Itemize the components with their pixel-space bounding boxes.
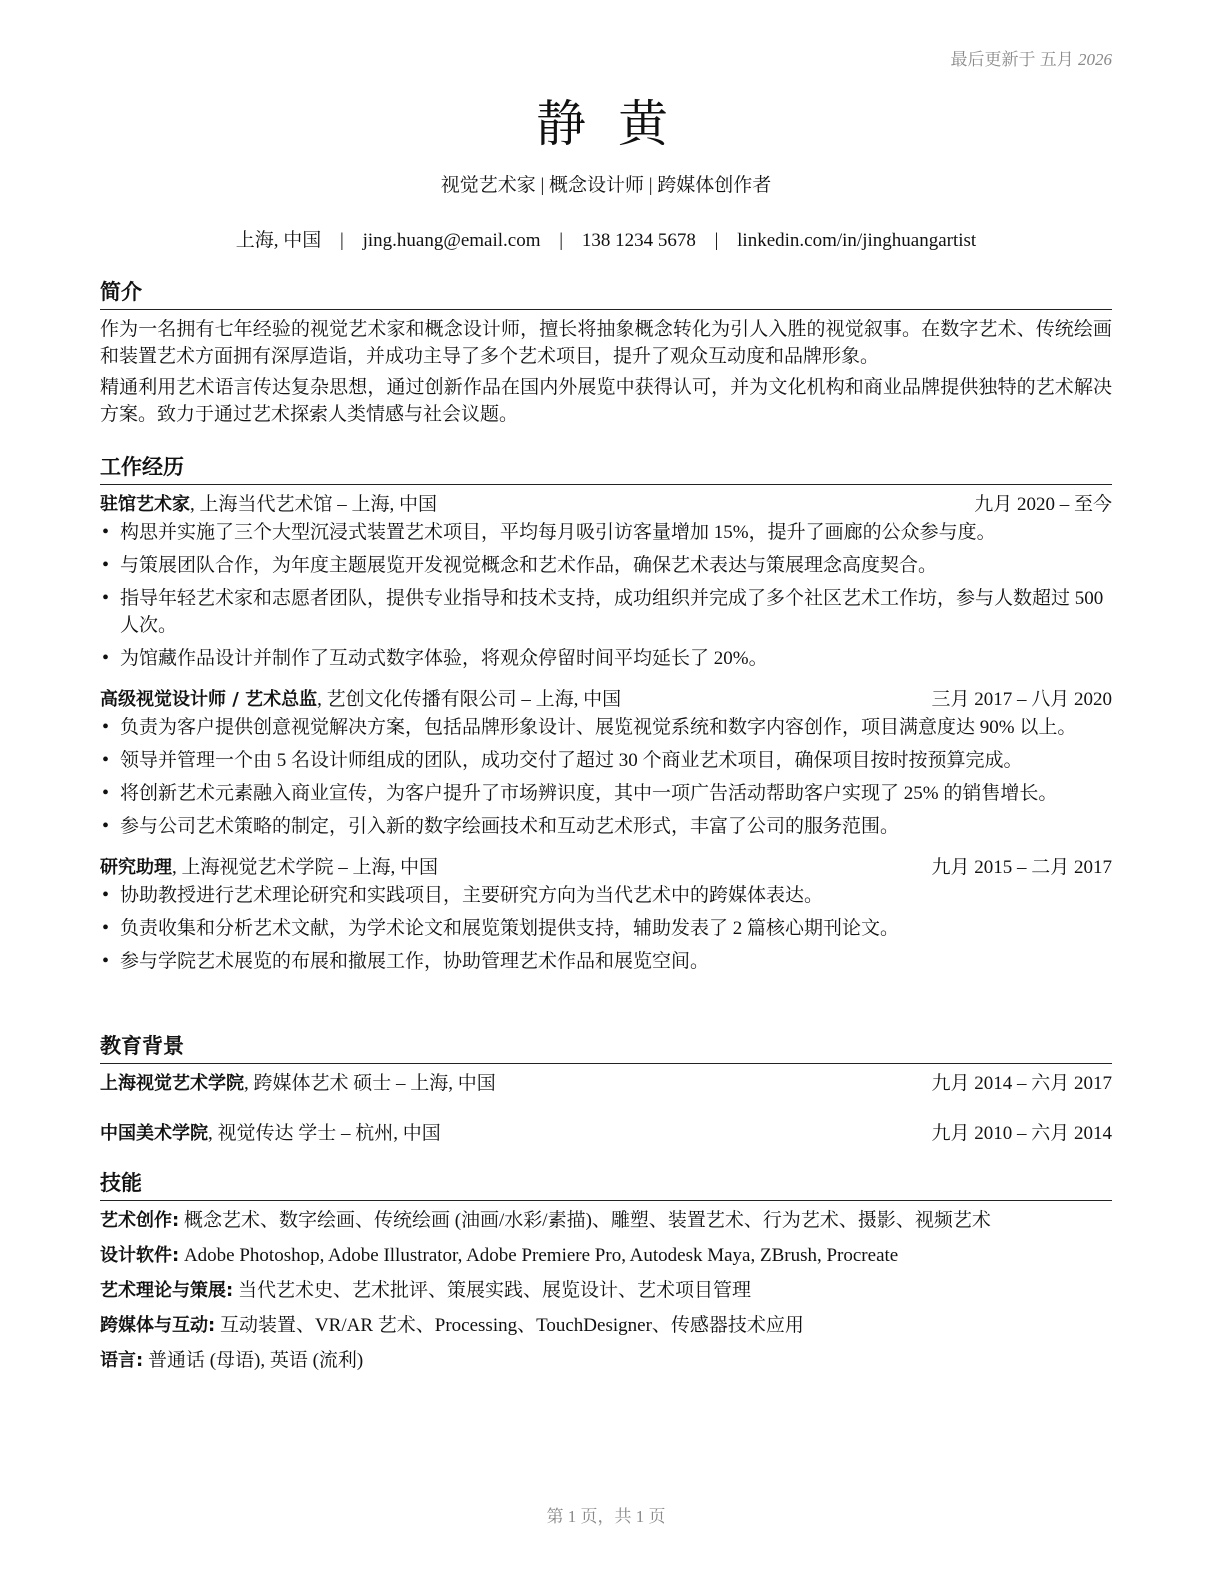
section-title-experience: 工作经历 [100,451,1112,485]
job-dates: 九月 2015 – 二月 2017 [931,857,1112,878]
skill-category: 艺术创作: [100,1210,180,1231]
summary-section [100,276,1112,432]
tagline: 视觉艺术家 | 概念设计师 | 跨媒体创作者 [440,175,772,196]
job-role: 驻馆艺术家 [100,494,190,515]
education-school: 上海视觉艺术学院 [100,1073,244,1094]
education-dates: 九月 2014 – 六月 2017 [931,1073,1112,1094]
contact-location: 上海, 中国 [235,230,322,251]
job-dates: 三月 2017 – 八月 2020 [931,689,1112,710]
job-org: , 艺创文化传播有限公司 – 上海, 中国 [317,689,622,710]
job-bullet: • 参与学院艺术展览的布展和撤展工作，协助管理艺术作品和展览空间。 [100,948,1112,975]
contact-separator: | [340,230,344,251]
job-dates: 九月 2020 – 至今 [974,494,1112,515]
contact-email-link[interactable]: jing.huang@email.com [362,230,541,251]
contact-separator: | [714,230,719,251]
person-name: 静 黄 [536,95,676,153]
contact-line [100,225,1112,252]
section-title-summary: 简介 [100,276,1112,310]
page-number: 第 1 页，共 1 页 [546,1507,666,1526]
job-bullets [100,519,1112,672]
contact-linkedin-link[interactable]: linkedin.com/in/jinghuangartist [737,230,977,251]
skill-list: 普通话 (母语), 英语 (流利) [143,1350,364,1371]
job-bullet: • 协助教授进行艺术理论研究和实践项目，主要研究方向为当代艺术中的跨媒体表达。 [100,882,1112,909]
job-bullet: • 将创新艺术元素融入商业宣传，为客户提升了市场辨识度，其中一项广告活动帮助客户实现了 25% 的销售增长。 [100,780,1112,807]
job-header [100,854,1112,882]
education-dates: 九月 2010 – 六月 2014 [931,1123,1112,1144]
job-entry [100,854,1112,975]
education-school: 中国美术学院 [100,1123,208,1144]
section-title-education: 教育背景 [100,1030,1112,1064]
education-section [100,1030,1112,1170]
job-header [100,491,1112,519]
skill-row [100,1347,1112,1374]
job-bullet: • 领导并管理一个由 5 名设计师组成的团队，成功交付了超过 30 个商业艺术项目，确保项目按时按预算完成。 [100,747,1112,774]
skill-list: Adobe Photoshop, Adobe Illustrator, Adobe Premiere Pro, Autodesk Maya, ZBrush, Procreate [179,1245,899,1266]
contact-phone[interactable]: 138 1234 5678 [581,230,696,251]
skill-category: 语言: [100,1350,144,1371]
job-bullets [100,882,1112,975]
skill-row [100,1312,1112,1339]
job-bullet: • 负责收集和分析艺术文献，为学术论文和展览策划提供支持，辅助发表了 2 篇核心期刊论文。 [100,915,1112,942]
education-detail: , 跨媒体艺术 硕士 – 上海, 中国 [244,1073,496,1094]
job-bullet: • 指导年轻艺术家和志愿者团队，提供专业指导和技术支持，成功组织并完成了多个社区艺术工作坊，参与人数超过 500 人次。 [100,585,1112,639]
skill-row [100,1242,1112,1269]
contact-separator: | [559,230,564,251]
skill-row [100,1207,1112,1234]
job-bullet: • 与策展团队合作，为年度主题展览开发视觉概念和艺术作品，确保艺术表达与策展理念高度契合。 [100,552,1112,579]
job-header [100,686,1112,714]
job-org: , 上海当代艺术馆 – 上海, 中国 [190,494,438,515]
job-org: , 上海视觉艺术学院 – 上海, 中国 [172,857,439,878]
education-detail: , 视觉传达 学士 – 杭州, 中国 [208,1123,441,1144]
resume-page [100,0,1112,1584]
skill-category: 跨媒体与互动: [100,1315,216,1336]
job-bullet: • 构思并实施了三个大型沉浸式装置艺术项目，平均每月吸引访客量增加 15%，提升了画廊的公众参与度。 [100,519,1112,546]
job-entry [100,686,1112,840]
job-role: 研究助理 [100,857,172,878]
skills-section [100,1167,1112,1382]
education-entry [100,1070,1112,1098]
skill-list: 概念艺术、数字绘画、传统绘画 (油画/水彩/素描)、雕塑、装置艺术、行为艺术、摄影、视频艺术 [179,1210,991,1231]
last-updated-prefix: 最后更新于 五月 [950,50,1074,69]
summary-paragraph: 作为一名拥有七年经验的视觉艺术家和概念设计师，擅长将抽象概念转化为引人入胜的视觉叙事。在数字艺术、传统绘画和装置艺术方面拥有深厚造诣，并成功主导了多个艺术项目，提升了观众互动度和品牌形象。 [100,319,1112,367]
skill-category: 艺术理论与策展: [100,1280,234,1301]
last-updated-year: 2026 [1078,50,1112,69]
job-bullet: • 为馆藏作品设计并制作了互动式数字体验，将观众停留时间平均延长了 20%。 [100,645,1112,672]
skill-list: 互动装置、VR/AR 艺术、Processing、TouchDesigner、传感器技术应用 [215,1315,804,1336]
job-entry [100,491,1112,672]
job-role: 高级视觉设计师 / 艺术总监 [100,689,318,710]
section-title-skills: 技能 [100,1167,1112,1201]
skill-row [100,1277,1112,1304]
experience-section [100,451,1112,989]
job-bullet: • 负责为客户提供创意视觉解决方案，包括品牌形象设计、展览视觉系统和数字内容创作，项目满意度达 90% 以上。 [100,714,1112,741]
job-bullet: • 参与公司艺术策略的制定，引入新的数字绘画技术和互动艺术形式，丰富了公司的服务范围。 [100,813,1112,840]
summary-paragraph: 精通利用艺术语言传达复杂思想，通过创新作品在国内外展览中获得认可，并为文化机构和商业品牌提供独特的艺术解决方案。致力于通过艺术探索人类情感与社会议题。 [100,377,1112,425]
skill-category: 设计软件: [100,1245,180,1266]
education-entry [100,1120,1112,1148]
skill-list: 当代艺术史、艺术批评、策展实践、展览设计、艺术项目管理 [233,1280,751,1301]
job-bullets [100,714,1112,840]
last-updated [951,45,1113,70]
